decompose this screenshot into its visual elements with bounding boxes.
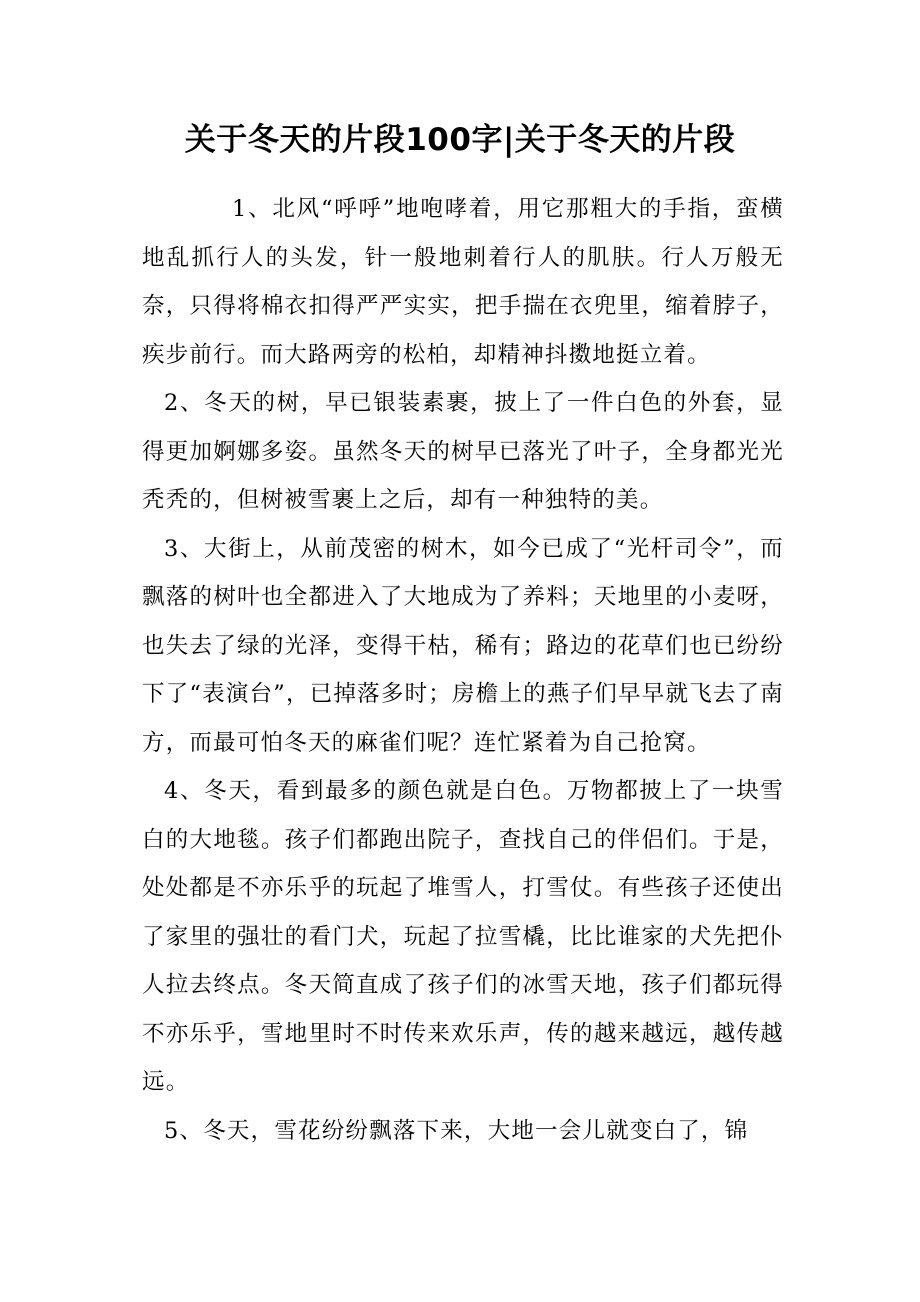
paragraph-5: 5、冬天，雪花纷纷飘落下来，大地一会儿就变白了，锦 (164, 1117, 749, 1144)
paragraph-2: 2、冬天的树，早已银装素裹，披上了一件白色的外套，显得更加婀娜多姿。虽然冬天的树早已落光了叶子，全身都光光秃秃的，但树被雪裹上之后，却有一种独特的美。 (142, 390, 784, 513)
paragraph-3: 3、大街上，从前茂密的树木，如今已成了“光杆司令”，而飘落的树叶也全都进入了大地成为了养料；天地里的小麦呀，也失去了绿的光泽，变得干枯，稀有；路边的花草们也已纷纷下了“表演台”，已掉落多时；房檐上的燕子们早早就飞去了南方，而最可怕冬天的麻雀们呢？连忙紧着为自己抢窝。 (142, 535, 784, 756)
document-title: 关于冬天的片段100字|关于冬天的片段 (184, 122, 736, 158)
paragraph-4: 4、冬天，看到最多的颜色就是白色。万物都披上了一块雪白的大地毯。孩子们都跑出院子，查找自己的伴侣们。于是，处处都是不亦乐乎的玩起了堆雪人，打雪仗。有些孩子还使出了家里的强壮的看门犬，玩起了拉雪橇，比比谁家的犬先把仆人拉去终点。冬天简直成了孩子们的冰雪天地，孩子们都玩得不亦乐乎，雪地里时不时传来欢乐声，传的越来越远，越传越远。 (142, 778, 784, 1095)
paragraph-1: 1、北风“呼呼”地咆哮着，用它那粗大的手指，蛮横地乱抓行人的头发，针一般地刺着行人的肌肤。行人万般无奈，只得将棉衣扣得严严实实，把手揣在衣兜里，缩着脖子，疾步前行。而大路两旁的松柏，却精神抖擞地挺立着。 (142, 196, 784, 368)
document-body (142, 185, 784, 1155)
